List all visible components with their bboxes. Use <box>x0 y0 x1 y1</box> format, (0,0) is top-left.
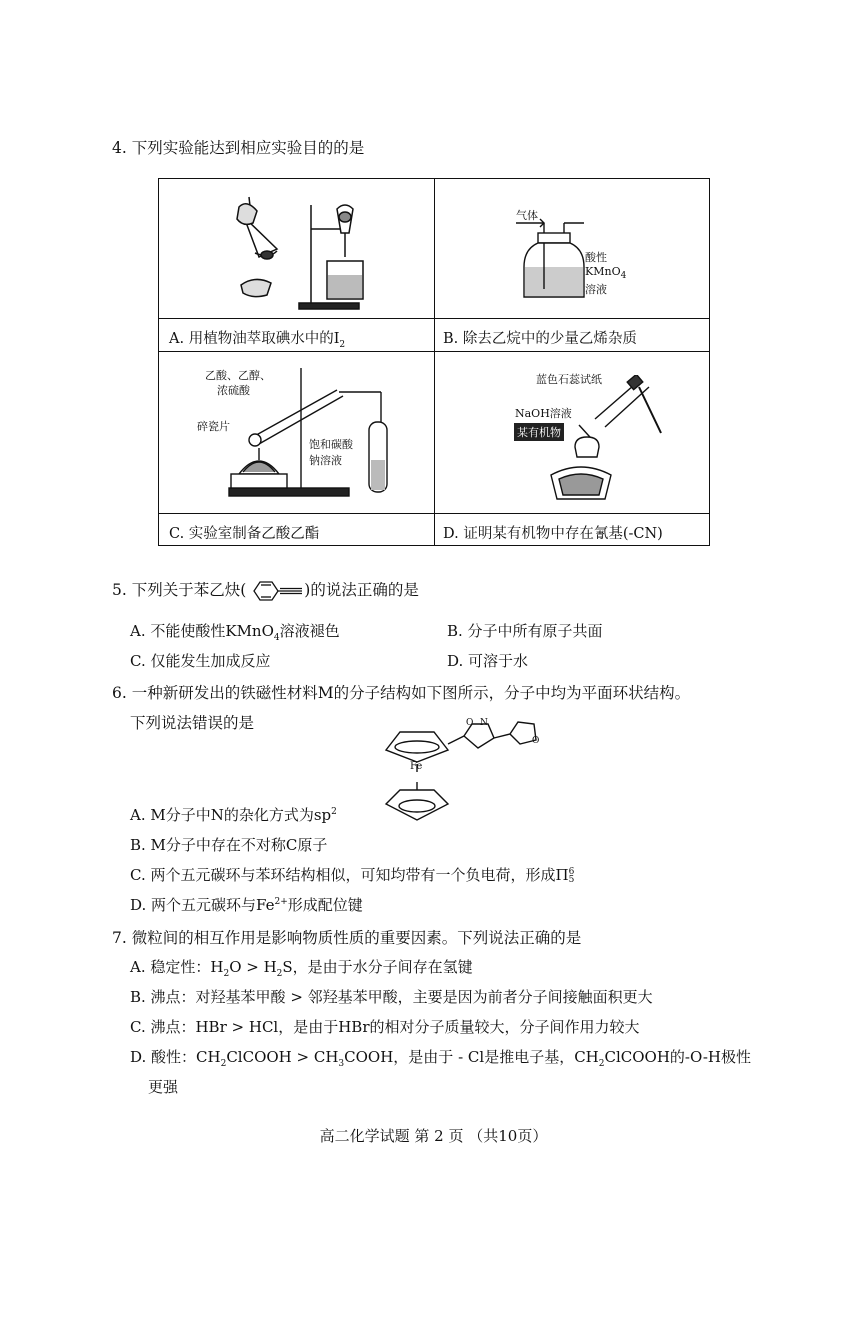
gas-label: 气体 <box>516 209 538 222</box>
ring-o-label: O <box>532 736 540 746</box>
q6-stem: 6. 一种新研发出的铁磁性材料M的分子结构如下图所示，分子中均为平面环状结构。 <box>112 684 691 702</box>
q7-option-a: A. 稳定性：$H_2O > H_2S$，是由于水分子间存在氢键 <box>130 958 473 979</box>
reagent-label: 酸性 <box>585 251 607 264</box>
q6-option-a: A. M分子中N的杂化方式为$sp^2$ <box>130 806 337 824</box>
reagent-label: 溶液 <box>585 283 607 296</box>
table-divider <box>159 318 709 319</box>
q5-option-a: A. 不能使酸性KMnO$_4$溶液褪色 <box>130 622 340 643</box>
q7-option-b: B. 沸点：对羟基苯甲酸 > 邻羟基苯甲酸，主要是因为前者分子间接触面积更大 <box>130 988 653 1006</box>
sodium-carbonate-label: 饱和碳酸 <box>309 438 353 451</box>
option-b-caption: B. 除去乙烷中的少量乙烯杂质 <box>443 331 637 347</box>
q6-stem: 下列说法错误的是 <box>130 714 255 732</box>
reactants-label: 乙酸、乙醇、 <box>205 369 271 382</box>
q5-option-c: C. 仅能发生加成反应 <box>130 652 271 670</box>
table-divider-vertical <box>434 179 435 545</box>
q6-option-d: D. 两个五元碳环与$Fe^{2+}$形成配位键 <box>130 896 363 914</box>
porcelain-label: 碎瓷片 <box>197 420 230 433</box>
ring-o-label: O <box>466 718 474 728</box>
q5-option-d: D. 可溶于水 <box>447 652 529 670</box>
page-footer: 高二化学试题 第 2 页 （共10页） <box>319 1127 548 1145</box>
option-c-caption: C. 实验室制备乙酸乙酯 <box>169 526 320 542</box>
option-d-caption: D. 证明某有机物中存在氰基(-CN) <box>443 526 663 542</box>
litmus-label: 蓝色石蕊试纸 <box>536 373 602 386</box>
organic-label: 某有机物 <box>514 423 564 441</box>
table-divider <box>159 351 709 352</box>
q7-stem: 7. 微粒间的相互作用是影响物质性质的重要因素。下列说法正确的是 <box>112 929 582 947</box>
iron-label: Fe <box>410 761 423 772</box>
q4-options-table <box>158 178 710 546</box>
table-divider <box>159 513 709 514</box>
separatory-funnel-figure <box>219 187 379 315</box>
q6-option-b: B. M分子中存在不对称C原子 <box>130 836 328 854</box>
naoh-label: NaOH溶液 <box>515 407 572 420</box>
q7-option-d: D. 酸性：$CH_2ClCOOH$ > $CH_3COOH$，是由于 - Cl是推电子基，$CH_2ClCOOH$的-O-H极性 <box>130 1048 751 1069</box>
reagent-label: KMnO$_4$ <box>585 265 627 282</box>
q5-option-b: B. 分子中所有原子共面 <box>447 622 603 640</box>
sodium-carbonate-label: 钠溶液 <box>309 454 342 467</box>
q4-stem: 4. 下列实验能达到相应实验目的的是 <box>112 139 365 157</box>
ring-n-label: N <box>480 718 488 728</box>
q7-option-d-continued: 更强 <box>148 1078 179 1096</box>
q7-option-c: C. 沸点：HBr > HCl，是由于HBr的相对分子质量较大，分子间作用力较大 <box>130 1018 640 1036</box>
option-a-caption: A. 用植物油萃取碘水中的$I_2$ <box>169 331 346 350</box>
q5-stem: 5. 下列关于苯乙炔( )的说法正确的是 <box>112 578 419 602</box>
q6-option-c: C. 两个五元碳环与苯环结构相似，可知均带有一个负电荷，形成Π 6 5 <box>130 866 575 885</box>
reactants-label: 浓硫酸 <box>217 384 250 397</box>
phenylacetylene-structure <box>246 580 304 602</box>
